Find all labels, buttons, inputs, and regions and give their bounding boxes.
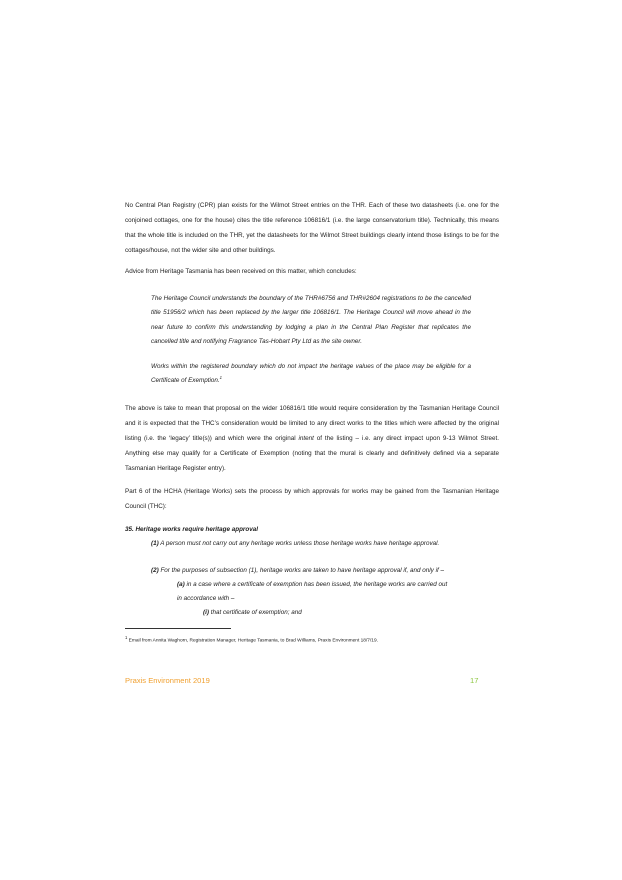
quote-certificate-exemption-text: Works within the registered boundary which do not impact the heritage values of the place may be eligible for a Certificate of Exemption. (151, 363, 471, 385)
footnote-divider (125, 628, 231, 629)
subparagraph-i-number: (i) (203, 609, 209, 616)
footnote-text: Email from Annita Waghorn, Registration Manager, Heritage Tasmania, to Brad Williams, Praxis Environment 18/7/19. (127, 638, 378, 644)
quote-heritage-council-boundary: The Heritage Council understands the boundary of the THR#6756 and THR#2604 registrations to be the cancelled title 51956/2 which has been replaced by the larger title 106816/1. The Heritage Council will move ahead in the near future to confirm this understanding by lodging a plan in the Central Plan Register that replicates the cancelled title and notifying Fragrance Tas-Hobart Pty Ltd as the site owner. (151, 295, 471, 345)
subparagraph-i (203, 609, 302, 616)
quote-certificate-exemption (151, 360, 471, 389)
page-number: 17 (470, 676, 479, 685)
paragraph-advice-intro: Advice from Heritage Tasmania has been received on this matter, which concludes: (125, 268, 357, 275)
subsection-2-text: For the purposes of subsection (1), heritage works are taken to have heritage approval if, and only if – (158, 567, 444, 574)
subsection-1 (151, 540, 439, 547)
subsection-2-number: (2) (151, 567, 159, 574)
subsection-2 (151, 567, 444, 574)
paragraph-proposal-consideration (125, 401, 499, 476)
paragraph-a-number: (a) (177, 581, 185, 588)
footnote-number: 1 (125, 635, 128, 640)
paragraph-a-continuation: in accordance with – (177, 595, 235, 602)
subsection-1-text: A person must not carry out any heritage works unless those heritage works have heritage approval. (158, 540, 440, 547)
section-35-heading: 35. Heritage works require heritage approval (125, 526, 258, 533)
paragraph-a-text: in a case where a certificate of exemption has been issued, the heritage works are carried out (184, 581, 448, 588)
paragraph-a (177, 581, 447, 588)
subsection-1-number: (1) (151, 540, 159, 547)
footnote (125, 635, 378, 644)
paragraph-cpr-plan: No Central Plan Registry (CPR) plan exists for the Wilmot Street entries on the THR. Each of these two datasheets (i.e. one for the conjoined cottages, one for the house) cites the title reference 106816/1 (i.e. the large conservatorium title). Technically, this means that the whole title is included on the THR, yet the datasheets for the Wilmot Street buildings clearly intend those listings to be for the cottages/house, not the wider site and other buildings. (125, 202, 499, 254)
subparagraph-i-text: that certificate of exemption; and (208, 609, 302, 616)
paragraph-part6-hcha: Part 6 of the HCHA (Heritage Works) sets the process by which approvals for works may be gained from the Tasmanian Heritage Council (THC): (125, 488, 499, 510)
paragraph-proposal-text-b: of the listing – i.e. any direct impact upon 9-13 Wilmot Street. Anything else may qualify for a Certificate of Exemption (noting that the mural is clearly and definitively defined via a separate Tasmanian Heritage Register entry). (125, 435, 499, 472)
footnote-reference: 1 (219, 375, 222, 381)
footer-organisation: Praxis Environment 2019 (125, 676, 210, 685)
paragraph-proposal-text-a: The above is take to mean that proposal on the wider 106816/1 title would require consideration by the Tasmanian Heritage Council and it is expected that the THC’s consideration would be limited to any direct works to the titles which were affected by the original listing (i.e. the ‘legacy’ title(s)) and which were the original (125, 405, 499, 442)
paragraph-proposal-intent: intent (298, 435, 314, 442)
